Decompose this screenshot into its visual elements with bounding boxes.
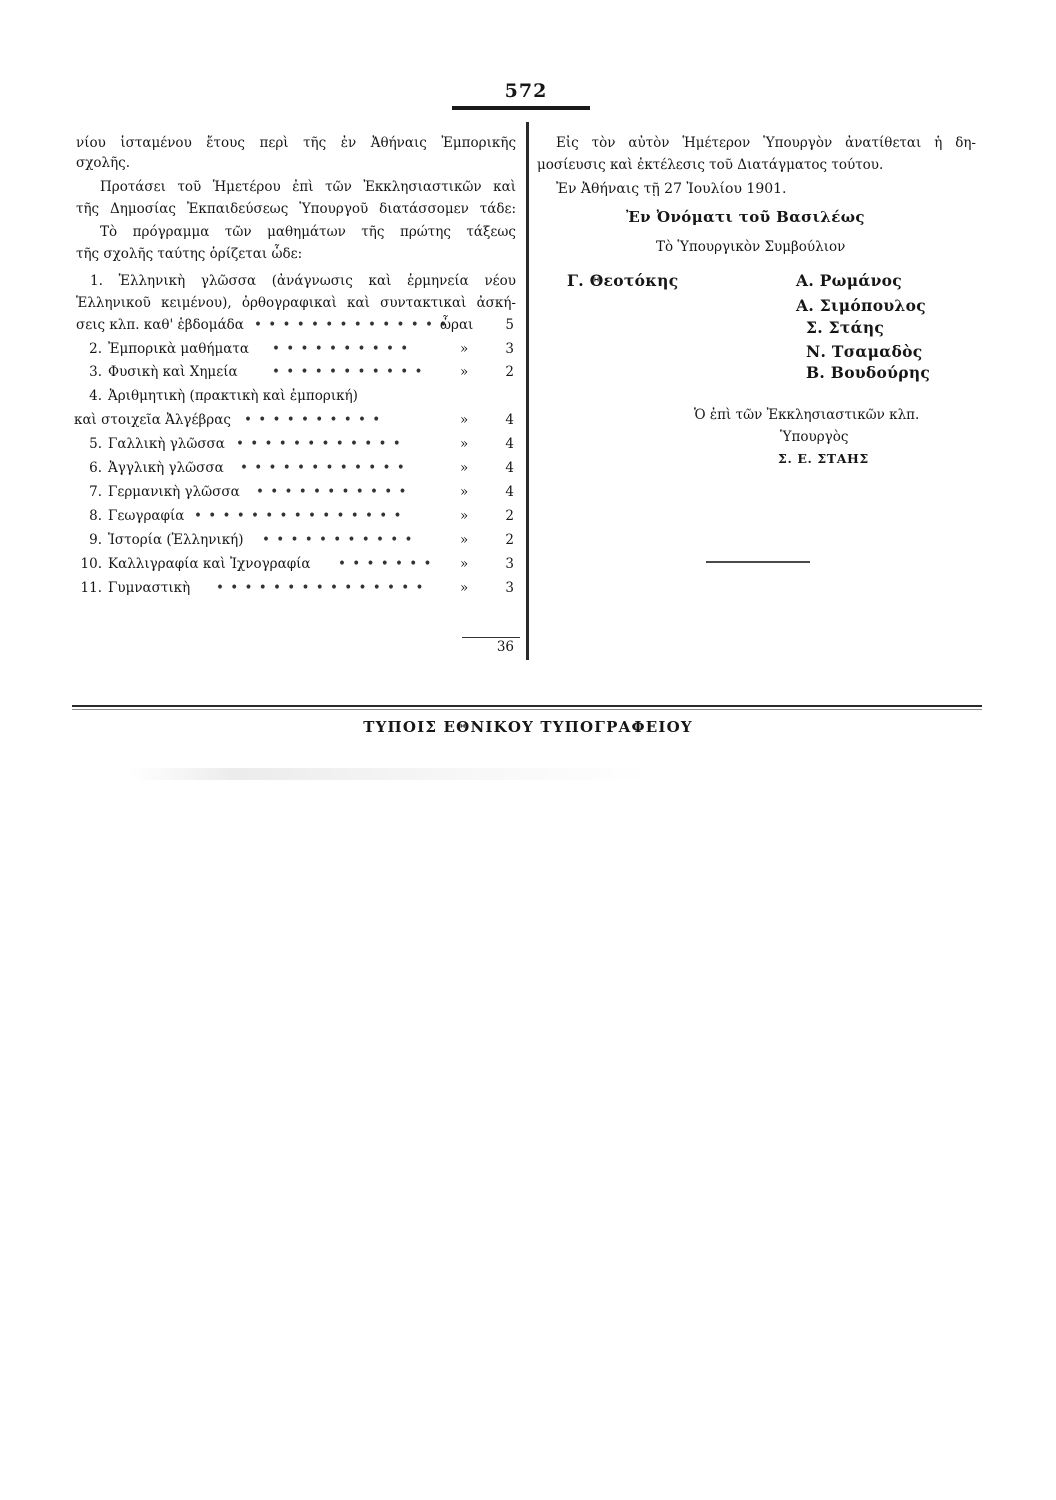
intro-line: Τὸ πρόγραμμα τῶν μαθημάτων τῆς πρώτης τάξεως [100, 224, 516, 240]
hours-value: 2 [505, 364, 514, 380]
intro-line: τῆς Δημοσίας Ἐκπαιδεύσεως Ὑπουργοῦ διατάσσομεν τάδε: [76, 201, 516, 217]
right-text-line: Εἰς τὸν αὐτὸν Ἡμέτερον Ὑπουργὸν ἀνατίθεται ἡ δη- [556, 135, 976, 151]
dot-leader: • • • • • • • • • • • • • • • [194, 508, 403, 524]
date-line: Ἐν Ἀθήναις τῇ 27 Ἰουλίου 1901. [556, 181, 787, 197]
curriculum-row [76, 315, 516, 335]
dot-leader: • • • • • • • • • • [272, 341, 410, 357]
curriculum-row [76, 410, 516, 430]
signature-theotokis: Γ. Θεοτόκης [567, 271, 679, 290]
curriculum-label: Ἀριθμητικὴ (πρακτικὴ καὶ ἐμπορική) [108, 388, 358, 404]
curriculum-label: Γαλλικὴ γλῶσσα [108, 436, 225, 452]
curriculum-item-1: 1. Ἑλληνικὴ γλῶσσα (ἀνάγνωσις καὶ ἑρμηνεία νέου [90, 273, 516, 289]
curriculum-label: καὶ στοιχεῖα Ἀλγέβρας [74, 412, 231, 428]
item-number: 5. [89, 436, 102, 452]
hours-value: 2 [505, 508, 514, 524]
curriculum-label: Ἱστορία (Ἑλληνική) [108, 532, 244, 548]
curriculum-row [76, 530, 516, 550]
signature-voudouris: Β. Βουδούρης [806, 363, 931, 382]
curriculum-label: Φυσικὴ καὶ Χημεία [108, 364, 238, 380]
total-hours: 36 [496, 639, 514, 655]
curriculum-label: σεις κλπ. καθ' ἑβδομάδα [76, 317, 244, 333]
signature-tsamados: Ν. Τσαμαδὸς [806, 342, 923, 361]
dot-leader: • • • • • • • • • • • [272, 364, 424, 380]
item-number: 8. [89, 508, 102, 524]
item-number: 10. [80, 556, 102, 572]
ditto-mark: » [460, 484, 469, 500]
curriculum-row [76, 386, 516, 406]
curriculum-row [76, 434, 516, 454]
hours-value: 4 [505, 484, 514, 500]
curriculum-row [76, 482, 516, 502]
dot-leader: • • • • • • • • • • • • [240, 460, 406, 476]
hours-value: 5 [505, 317, 514, 333]
dot-leader: • • • • • • • • • • [244, 412, 382, 428]
dot-leader: • • • • • • • • • • • • • • • [216, 580, 425, 596]
signature-romanos: Α. Ρωμάνος [796, 271, 903, 290]
right-text-line: μοσίευσις καὶ ἐκτέλεσις τοῦ Διατάγματος τούτου. [537, 157, 884, 173]
hours-value: 3 [505, 580, 514, 596]
hours-value: 3 [505, 556, 514, 572]
item-number: 11. [80, 580, 102, 596]
ditto-mark: » [460, 364, 469, 380]
hours-value: 4 [505, 460, 514, 476]
ditto-mark: » [460, 580, 469, 596]
curriculum-row [76, 458, 516, 478]
dot-leader: • • • • • • • • • • • [262, 532, 414, 548]
ditto-mark: » [460, 508, 469, 524]
intro-line: νίου ἱσταμένου ἔτους περὶ τῆς ἐν Ἀθήναις Ἐμπορικῆς [76, 135, 516, 151]
countersign-title: Ὁ ἐπὶ τῶν Ἐκκλησιαστικῶν κλπ. [694, 407, 920, 423]
intro-line: Προτάσει τοῦ Ἡμετέρου ἐπὶ τῶν Ἐκκλησιαστικῶν καὶ [100, 179, 516, 195]
hours-value: 2 [505, 532, 514, 548]
ditto-mark: » [460, 532, 469, 548]
item-number: 2. [89, 341, 102, 357]
bleed-through-smudge [130, 768, 650, 780]
unit-label: ὧραι [440, 317, 474, 333]
item-number: 4. [89, 388, 102, 404]
item-number: 3. [89, 364, 102, 380]
countersign-role: Ὑπουργὸς [780, 429, 849, 445]
footer-rule [72, 705, 982, 707]
curriculum-label: Γεωγραφία [108, 508, 185, 524]
ditto-mark: » [460, 436, 469, 452]
countersign-name: Σ. Ε. ΣΤΑΗΣ [778, 451, 869, 466]
footer-rule-thin [72, 709, 982, 710]
curriculum-label: Γυμναστικὴ [108, 580, 191, 596]
intro-line: τῆς σχολῆς ταύτης ὁρίζεται ὧδε: [76, 246, 303, 262]
item-number: 9. [89, 532, 102, 548]
curriculum-label: Γερμανικὴ γλῶσσα [108, 484, 240, 500]
hours-value: 4 [505, 436, 514, 452]
ditto-mark: » [460, 460, 469, 476]
curriculum-row [76, 506, 516, 526]
dot-leader: • • • • • • • • • • • • • • [254, 317, 449, 333]
council-line: Τὸ Ὑπουργικὸν Συμβούλιον [656, 239, 846, 255]
ditto-mark: » [460, 412, 469, 428]
signature-simopoulos: Α. Σιμόπουλος [796, 296, 926, 315]
ornament-rule [706, 561, 810, 563]
hours-value: 4 [505, 412, 514, 428]
page-number: 572 [504, 80, 548, 102]
curriculum-row [76, 554, 516, 574]
curriculum-row [76, 578, 516, 598]
ditto-mark: » [460, 556, 469, 572]
curriculum-row [76, 339, 516, 359]
intro-line: Ἑλληνικοῦ κειμένου), ὀρθογραφικαὶ καὶ συντακτικαὶ ἀσκή- [76, 295, 516, 311]
printer-imprint: ΤΥΠΟΙΣ ΕΘΝΙΚΟΥ ΤΥΠΟΓΡΑΦΕΙΟΥ [363, 718, 693, 736]
curriculum-label: Ἐμπορικὰ μαθήματα [108, 341, 249, 357]
column-divider [526, 122, 529, 660]
ditto-mark: » [460, 341, 469, 357]
sum-rule [462, 637, 520, 638]
curriculum-row [76, 362, 516, 382]
king-line: Ἐν Ὀνόματι τοῦ Βασιλέως [626, 208, 865, 226]
intro-line: σχολῆς. [76, 155, 131, 171]
hours-value: 3 [505, 341, 514, 357]
dot-leader: • • • • • • • [338, 556, 433, 572]
curriculum-label: Καλλιγραφία καὶ Ἰχνογραφία [108, 556, 311, 572]
dot-leader: • • • • • • • • • • • • [236, 436, 402, 452]
curriculum-label: Ἀγγλικὴ γλῶσσα [108, 460, 224, 476]
item-number: 6. [89, 460, 102, 476]
item-number: 7. [89, 484, 102, 500]
dot-leader: • • • • • • • • • • • [256, 484, 408, 500]
header-rule [452, 106, 590, 110]
signature-staes: Σ. Στάης [806, 318, 885, 337]
